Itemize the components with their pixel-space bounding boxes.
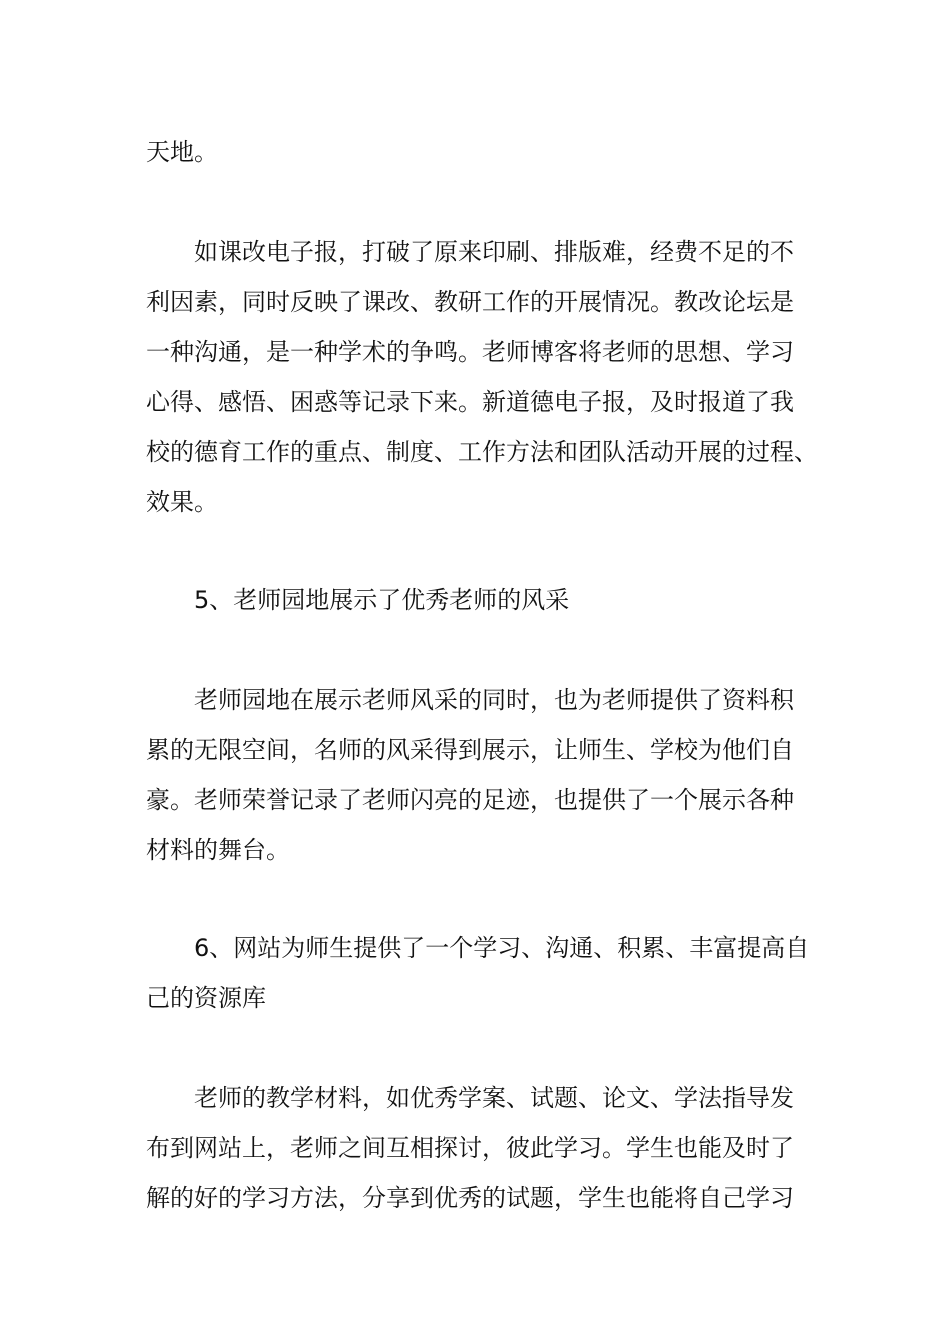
paragraph-line: 材料的舞台。: [146, 836, 290, 864]
paragraph-line: 校的德育工作的重点、制度、工作方法和团队活动开展的过程、: [146, 438, 818, 466]
paragraph-line: 老师园地在展示老师风采的同时，也为老师提供了资料积: [194, 686, 794, 714]
paragraph-line: 豪。老师荣誉记录了老师闪亮的足迹，也提供了一个展示各种: [146, 786, 794, 814]
section-heading: 己的资源库: [146, 984, 266, 1012]
section-heading: 5、老师园地展示了优秀老师的风采: [194, 586, 570, 614]
paragraph-line: 利因素，同时反映了课改、教研工作的开展情况。教改论坛是: [146, 288, 794, 316]
paragraph-line: 心得、感悟、困惑等记录下来。新道德电子报，及时报道了我: [146, 388, 794, 416]
paragraph-line: 累的无限空间，名师的风采得到展示，让师生、学校为他们自: [146, 736, 794, 764]
paragraph-line: 老师的教学材料，如优秀学案、试题、论文、学法指导发: [194, 1084, 794, 1112]
paragraph-line: 解的好的学习方法，分享到优秀的试题，学生也能将自己学习: [146, 1184, 794, 1212]
paragraph-line: 天地。: [146, 138, 218, 166]
paragraph-line: 一种沟通，是一种学术的争鸣。老师博客将老师的思想、学习: [146, 338, 794, 366]
paragraph-line: 效果。: [146, 488, 218, 516]
section-heading: 6、网站为师生提供了一个学习、沟通、积累、丰富提高自: [194, 934, 810, 962]
paragraph-line: 如课改电子报，打破了原来印刷、排版难，经费不足的不: [194, 238, 794, 266]
paragraph-line: 布到网站上，老师之间互相探讨，彼此学习。学生也能及时了: [146, 1134, 794, 1162]
